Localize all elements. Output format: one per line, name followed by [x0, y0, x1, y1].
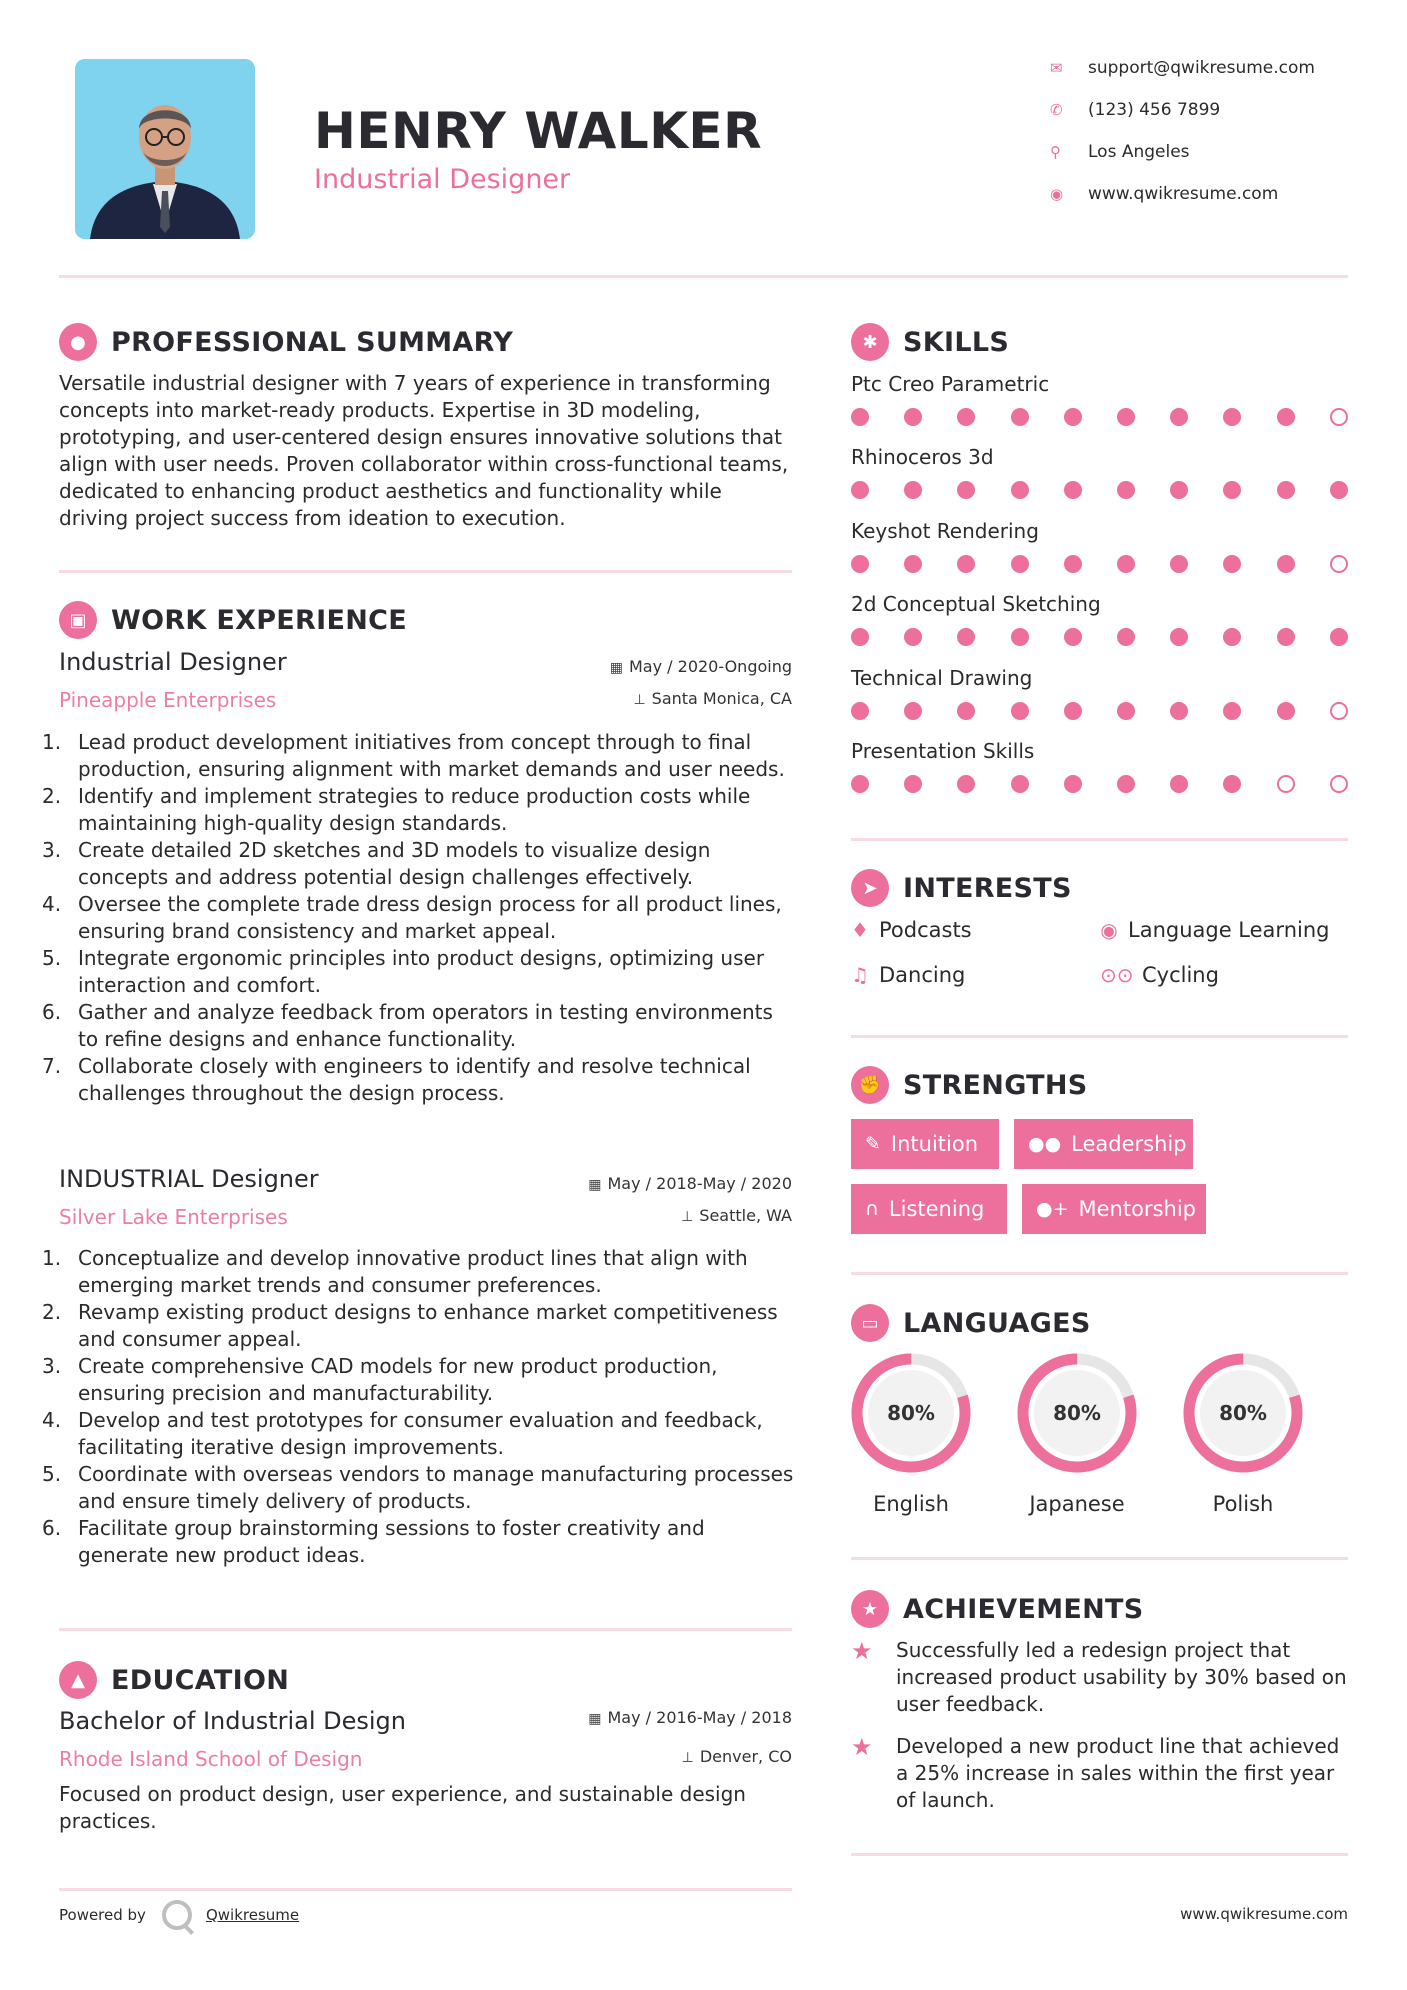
job-location	[532, 689, 792, 708]
achievements-heading	[851, 1590, 1144, 1628]
rating-dot-filled	[957, 775, 975, 793]
rating-dot-filled	[1277, 408, 1295, 426]
contact-location	[1050, 142, 1190, 162]
skills-divider	[851, 838, 1348, 841]
achievement-text: Developed a new product line that achieved a 25% increase in sales within the first year of launch.	[896, 1734, 1340, 1812]
strength-tag	[1022, 1184, 1206, 1234]
strength-label: Mentorship	[1078, 1197, 1196, 1221]
list-item: 1. Lead product development initiatives from concept through to final production, ensuring alignment with market demands and user needs.	[42, 730, 785, 781]
rating-dot-filled	[1117, 481, 1135, 499]
rating-dot-filled	[1170, 408, 1188, 426]
interest-label: Cycling	[1142, 963, 1219, 987]
globe-icon: ◉	[1050, 185, 1064, 203]
achievement-text: Successfully led a redesign project that increased product usability by 30% based on user feedback.	[896, 1638, 1347, 1716]
summary-title: PROFESSIONAL SUMMARY	[111, 326, 514, 358]
interest-item	[851, 963, 965, 987]
rating-dot-filled	[1117, 775, 1135, 793]
interest-item	[1100, 963, 1219, 987]
list-item: 4. Develop and test prototypes for consumer evaluation and feedback, facilitating iterative design improvements.	[42, 1408, 763, 1459]
education-date	[532, 1708, 792, 1727]
summary-text: Versatile industrial designer with 7 years of experience in transforming concepts into market-ready products. Expertise in 3D modeling, prototyping, and user-centered design ensures innovative solutions that align with user needs. Proven collaborator within cross-functional teams, dedicated to enhancing product aesthetics and functionality while driving project success from ideation to execution.	[59, 371, 789, 530]
rating-dot-filled	[904, 408, 922, 426]
microphone-icon: ♦	[851, 918, 869, 942]
strengths-heading	[851, 1066, 1088, 1104]
skill-name: Keyshot Rendering	[851, 518, 1039, 543]
strengths-divider	[851, 1272, 1348, 1275]
person-portrait-icon	[75, 59, 255, 239]
interests-divider	[851, 1035, 1348, 1038]
profile-photo	[75, 59, 255, 239]
list-item: 6. Facilitate group brainstorming sessions to foster creativity and generate new product ideas.	[42, 1516, 705, 1567]
summary-divider	[59, 570, 792, 573]
rating-dot-filled	[1170, 481, 1188, 499]
language-icon: ▭	[851, 1304, 889, 1342]
education-school: Rhode Island School of Design	[59, 1747, 363, 1771]
shooting-star-icon: ★	[851, 1733, 873, 1761]
list-item: 3. Create comprehensive CAD models for new product production, ensuring precision and manufacturability.	[42, 1354, 718, 1405]
skills-title: SKILLS	[903, 326, 1010, 358]
rating-dot-filled	[1223, 555, 1241, 573]
rating-dot-filled	[1064, 555, 1082, 573]
rating-dot-filled	[1064, 775, 1082, 793]
rating-dot-filled	[904, 555, 922, 573]
strength-label: Listening	[888, 1197, 985, 1221]
language-item	[1016, 1352, 1138, 1516]
education-location-text: Denver, CO	[699, 1747, 792, 1766]
rating-dot-filled	[1170, 628, 1188, 646]
rating-dot-filled	[1117, 628, 1135, 646]
language-item	[850, 1352, 972, 1516]
skill-name: 2d Conceptual Sketching	[851, 592, 1101, 617]
language-name: English	[873, 1492, 949, 1516]
job-responsibilities	[42, 729, 795, 1107]
contact-phone-text: (123) 456 7899	[1088, 100, 1221, 120]
rating-dot-filled	[1064, 408, 1082, 426]
rating-dot-filled	[1223, 628, 1241, 646]
rating-dot-filled	[1011, 702, 1029, 720]
contact-website[interactable]	[1050, 184, 1278, 204]
contact-website-text: www.qwikresume.com	[1088, 184, 1279, 204]
headphones-icon: ∩	[865, 1198, 879, 1220]
music-note-icon: ♫	[851, 963, 869, 987]
contact-email-text: support@qwikresume.com	[1088, 58, 1315, 78]
education-location	[532, 1747, 792, 1766]
skill-name: Technical Drawing	[851, 665, 1033, 690]
contact-email[interactable]	[1050, 58, 1315, 78]
bicycle-icon: ⊙⊙	[1100, 963, 1134, 987]
job-date-text: May / 2020-Ongoing	[629, 657, 792, 676]
skill-rating	[851, 702, 1353, 722]
education-heading	[59, 1661, 289, 1699]
list-item: 5. Coordinate with overseas vendors to manage manufacturing processes and ensure timely delivery of products.	[42, 1462, 794, 1513]
rating-dot-filled	[1223, 481, 1241, 499]
job-responsibilities	[42, 1245, 795, 1569]
magic-wand-icon: ✎	[865, 1133, 881, 1155]
rating-dot-filled	[1277, 481, 1295, 499]
envelope-icon: ✉	[1050, 59, 1063, 77]
experience-heading	[59, 601, 407, 639]
language-percent: 80%	[887, 1401, 935, 1425]
education-divider	[59, 1888, 792, 1891]
rating-dot-filled	[1330, 481, 1348, 499]
skill-rating	[851, 775, 1353, 795]
language-item	[1182, 1352, 1304, 1516]
rating-dot-filled	[1064, 628, 1082, 646]
strength-label: Intuition	[890, 1132, 979, 1156]
interest-label: Dancing	[879, 963, 966, 987]
list-item: 7. Collaborate closely with engineers to identify and resolve technical challenges throughout the design process.	[42, 1054, 751, 1105]
list-item: 3. Create detailed 2D sketches and 3D models to visualize design concepts and address potential design challenges effectively.	[42, 838, 711, 889]
paper-plane-icon: ➤	[851, 869, 889, 907]
education-degree: Bachelor of Industrial Design	[59, 1707, 407, 1735]
strength-tag	[851, 1119, 999, 1169]
strength-tag	[851, 1184, 1007, 1234]
user-plus-icon: ●+	[1036, 1198, 1069, 1220]
header-divider	[59, 275, 1348, 278]
pushpin-icon: ⊥	[633, 692, 646, 708]
rating-dot-filled	[1170, 555, 1188, 573]
language-percent: 80%	[1053, 1401, 1101, 1425]
education-date-text: May / 2016-May / 2018	[607, 1708, 792, 1727]
job-company: Silver Lake Enterprises	[59, 1205, 288, 1229]
job-date	[532, 1174, 792, 1193]
rating-dot-filled	[1330, 628, 1348, 646]
achievements-title: ACHIEVEMENTS	[903, 1593, 1144, 1625]
rating-dot-filled	[904, 628, 922, 646]
achievement-item	[851, 1637, 1356, 1718]
list-item: 6. Gather and analyze feedback from operators in testing environments to refine designs and enhance functionality.	[42, 1000, 773, 1051]
rating-dot-filled	[1011, 628, 1029, 646]
skill-rating	[851, 628, 1353, 648]
rating-dot-filled	[851, 702, 869, 720]
education-text: Focused on product design, user experience, and sustainable design practices.	[59, 1782, 746, 1833]
rating-dot-filled	[1170, 775, 1188, 793]
rating-dot-filled	[1277, 628, 1295, 646]
map-pin-icon: ⚲	[1050, 143, 1061, 161]
list-item: 2. Identify and implement strategies to reduce production costs while maintaining high-quality design standards.	[42, 784, 751, 835]
interest-label: Podcasts	[879, 918, 972, 942]
rating-dot-filled	[1117, 702, 1135, 720]
language-percent: 80%	[1219, 1401, 1267, 1425]
qwikresume-logo-icon	[162, 1900, 192, 1930]
experience-divider	[59, 1628, 792, 1631]
skills-heading	[851, 323, 1009, 361]
experience-title: WORK EXPERIENCE	[111, 604, 407, 636]
fist-icon: ✊	[851, 1066, 889, 1104]
rating-dot-filled	[904, 481, 922, 499]
contact-phone[interactable]	[1050, 100, 1220, 120]
candidate-name: HENRY WALKER	[314, 102, 763, 160]
rating-dot-filled	[1223, 775, 1241, 793]
rating-dot-filled	[957, 628, 975, 646]
rating-dot-empty	[1330, 408, 1348, 426]
rating-dot-filled	[1223, 702, 1241, 720]
job-title: Industrial Designer	[59, 648, 287, 676]
rating-dot-filled	[851, 775, 869, 793]
languages-divider	[851, 1557, 1348, 1560]
rating-dot-filled	[904, 702, 922, 720]
job-company: Pineapple Enterprises	[59, 688, 277, 712]
rating-dot-filled	[1064, 481, 1082, 499]
rating-dot-filled	[1011, 775, 1029, 793]
calendar-icon: ▦	[609, 660, 623, 676]
job-location-text: Santa Monica, CA	[651, 689, 792, 708]
globe-icon: ◉	[1100, 918, 1118, 942]
job-location	[532, 1206, 792, 1225]
skill-rating	[851, 481, 1353, 501]
rating-dot-filled	[851, 481, 869, 499]
interest-label: Language Learning	[1128, 918, 1330, 942]
list-item: 5. Integrate ergonomic principles into product designs, optimizing user interaction and comfort.	[42, 946, 765, 997]
candidate-role: Industrial Designer	[314, 164, 571, 195]
rating-dot-filled	[904, 775, 922, 793]
users-icon: ●●	[1028, 1133, 1062, 1155]
interest-item	[1100, 918, 1329, 942]
rating-dot-filled	[1170, 702, 1188, 720]
powered-by-label: Powered by	[59, 1906, 146, 1924]
rating-dot-filled	[1064, 702, 1082, 720]
rating-dot-filled	[957, 481, 975, 499]
interests-heading	[851, 869, 1072, 907]
interest-item	[851, 918, 972, 942]
job-date	[532, 657, 792, 676]
shooting-star-icon: ★	[851, 1637, 873, 1665]
calendar-icon: ▦	[588, 1177, 602, 1193]
rating-dot-empty	[1330, 702, 1348, 720]
strength-label: Leadership	[1071, 1132, 1187, 1156]
list-item: 1. Conceptualize and develop innovative product lines that align with emerging market trends and consumer preferences.	[42, 1246, 748, 1297]
languages-heading	[851, 1304, 1091, 1342]
rating-dot-filled	[957, 408, 975, 426]
footer-powered-by	[59, 1900, 299, 1930]
education-title: EDUCATION	[111, 1664, 290, 1696]
rating-dot-filled	[957, 555, 975, 573]
achievements-divider	[851, 1853, 1348, 1856]
rating-dot-filled	[1277, 702, 1295, 720]
language-name: Japanese	[1029, 1492, 1125, 1516]
strength-tag	[1014, 1119, 1193, 1169]
list-item: 4. Oversee the complete trade dress design process for all product lines, ensuring brand consistency and market appeal.	[42, 892, 782, 943]
rating-dot-filled	[851, 628, 869, 646]
strengths-title: STRENGTHS	[903, 1069, 1088, 1101]
summary-heading	[59, 323, 513, 361]
rating-dot-filled	[1117, 408, 1135, 426]
briefcase-icon: ▣	[59, 601, 97, 639]
calendar-icon: ▦	[588, 1711, 602, 1727]
phone-icon: ✆	[1050, 101, 1063, 119]
job-title: INDUSTRIAL Designer	[59, 1165, 319, 1193]
rating-dot-filled	[1011, 408, 1029, 426]
rating-dot-empty	[1330, 775, 1348, 793]
pushpin-icon: ⊥	[681, 1209, 694, 1225]
contact-location-text: Los Angeles	[1088, 142, 1190, 162]
pushpin-icon: ⊥	[681, 1750, 694, 1766]
rating-dot-filled	[851, 555, 869, 573]
skill-name: Presentation Skills	[851, 739, 1035, 763]
interests-title: INTERESTS	[903, 872, 1072, 904]
rating-dot-filled	[851, 408, 869, 426]
rating-dot-filled	[957, 702, 975, 720]
achievement-item	[851, 1733, 1356, 1814]
rating-dot-filled	[1011, 555, 1029, 573]
rating-dot-filled	[1277, 555, 1295, 573]
rating-dot-filled	[1117, 555, 1135, 573]
skill-name: Rhinoceros 3d	[851, 445, 994, 470]
rating-dot-empty	[1330, 555, 1348, 573]
language-name: Polish	[1212, 1492, 1274, 1516]
user-icon: ●	[59, 323, 97, 361]
qwikresume-link[interactable]: Qwikresume	[205, 1906, 300, 1924]
skill-rating	[851, 408, 1353, 428]
languages-title: LANGUAGES	[903, 1307, 1091, 1339]
job-date-text: May / 2018-May / 2020	[607, 1174, 792, 1193]
skill-name: Ptc Creo Parametric	[851, 372, 1050, 396]
lightbulb-icon: ✱	[851, 323, 889, 361]
footer-url[interactable]: www.qwikresume.com	[1180, 1905, 1348, 1923]
skill-rating	[851, 555, 1353, 575]
list-item: 2. Revamp existing product designs to enhance market competitiveness and consumer appeal.	[42, 1300, 778, 1351]
graduation-icon: ▲	[59, 1661, 97, 1699]
rating-dot-empty	[1277, 775, 1295, 793]
star-icon: ★	[851, 1590, 889, 1628]
rating-dot-filled	[1223, 408, 1241, 426]
rating-dot-filled	[1011, 481, 1029, 499]
job-location-text: Seattle, WA	[699, 1206, 792, 1225]
